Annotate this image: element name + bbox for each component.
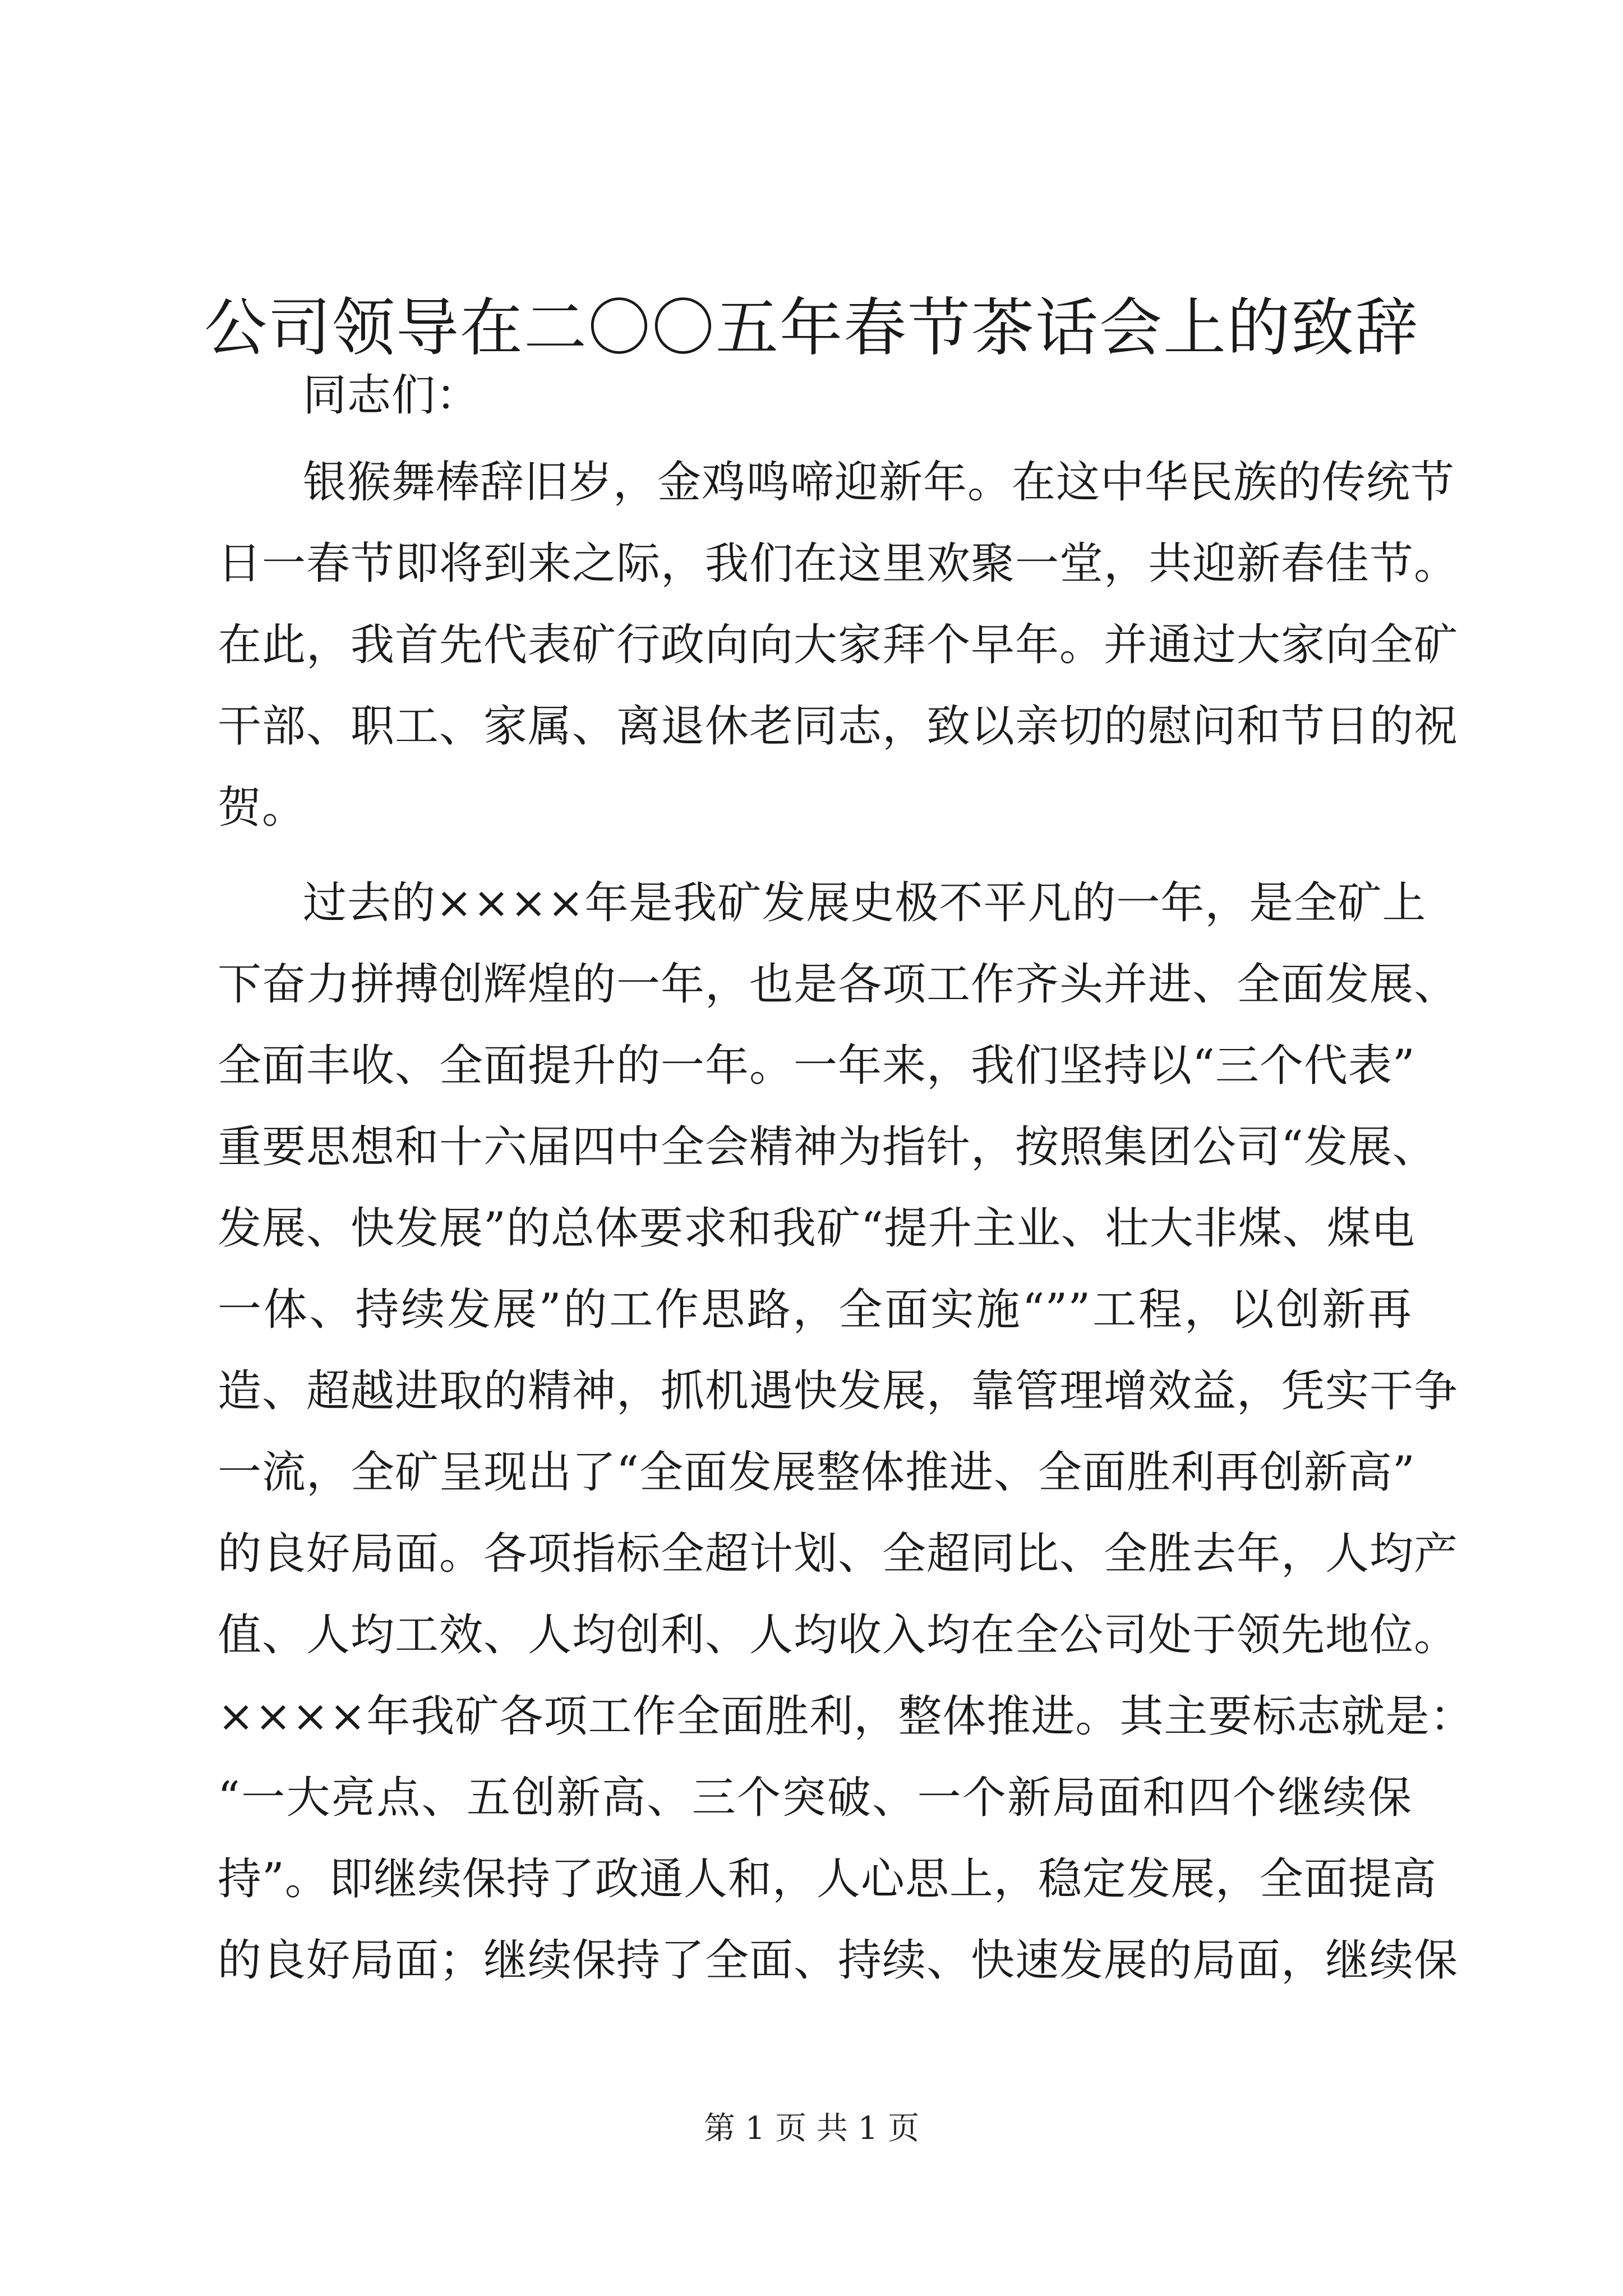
body-line: 过去的××××年是我矿发展史极不平凡的一年，是全矿上 [303,878,1427,928]
body-line: 全面丰收、全面提升的一年。一年来，我们坚持以“三个代表” [218,1041,1415,1091]
body-line: 日一春节即将到来之际，我们在这里欢聚一堂，共迎新春佳节。 [218,539,1459,589]
body-line: 在此，我首先代表矿行政向向大家拜个早年。并通过大家向全矿 [218,620,1459,670]
page-number-footer: 第 1 页 共 1 页 [703,2110,920,2147]
body-line: 造、超越进取的精神，抓机遇快发展，靠管理增效益，凭实干争 [218,1366,1459,1416]
body-line: 持”。即继续保持了政通人和，人心思上，稳定发展，全面提高 [218,1854,1437,1904]
body-line: 一体、持续发展”的工作思路，全面实施“””工程，以创新再 [218,1285,1412,1335]
document-title: 公司领导在二〇〇五年春节茶话会上的致辞 [204,292,1419,365]
body-line: 值、人均工效、人均创利、人均收入均在全公司处于领先地位。 [218,1610,1459,1660]
salutation-line: 同志们： [303,370,481,421]
body-line: “一大亮点、五创新高、三个突破、一个新局面和四个继续保 [218,1773,1412,1823]
body-line: 的良好局面。各项指标全超计划、全超同比、全胜去年，人均产 [218,1529,1459,1579]
body-line: 重要思想和十六届四中全会精神为指针，按照集团公司“发展、 [218,1122,1437,1172]
body-line: 下奋力拼搏创辉煌的一年，也是各项工作齐头并进、全面发展、 [218,959,1459,1010]
body-line: 发展、快发展”的总体要求和我矿“提升主业、壮大非煤、煤电 [218,1203,1415,1254]
body-line: 贺。 [218,783,307,833]
body-line: 的良好局面；继续保持了全面、持续、快速发展的局面，继续保 [218,1935,1459,1986]
body-line: 一流，全矿呈现出了“全面发展整体推进、全面胜利再创新高” [218,1447,1415,1498]
body-line: 干部、职工、家属、离退休老同志，致以亲切的慰问和节日的祝 [218,701,1459,752]
body-line: 银猴舞棒辞旧岁，金鸡鸣啼迎新年。在这中华民族的传统节 [303,457,1455,508]
body-line: ××××年我矿各项工作全面胜利，整体推进。其主要标志就是： [218,1691,1474,1742]
